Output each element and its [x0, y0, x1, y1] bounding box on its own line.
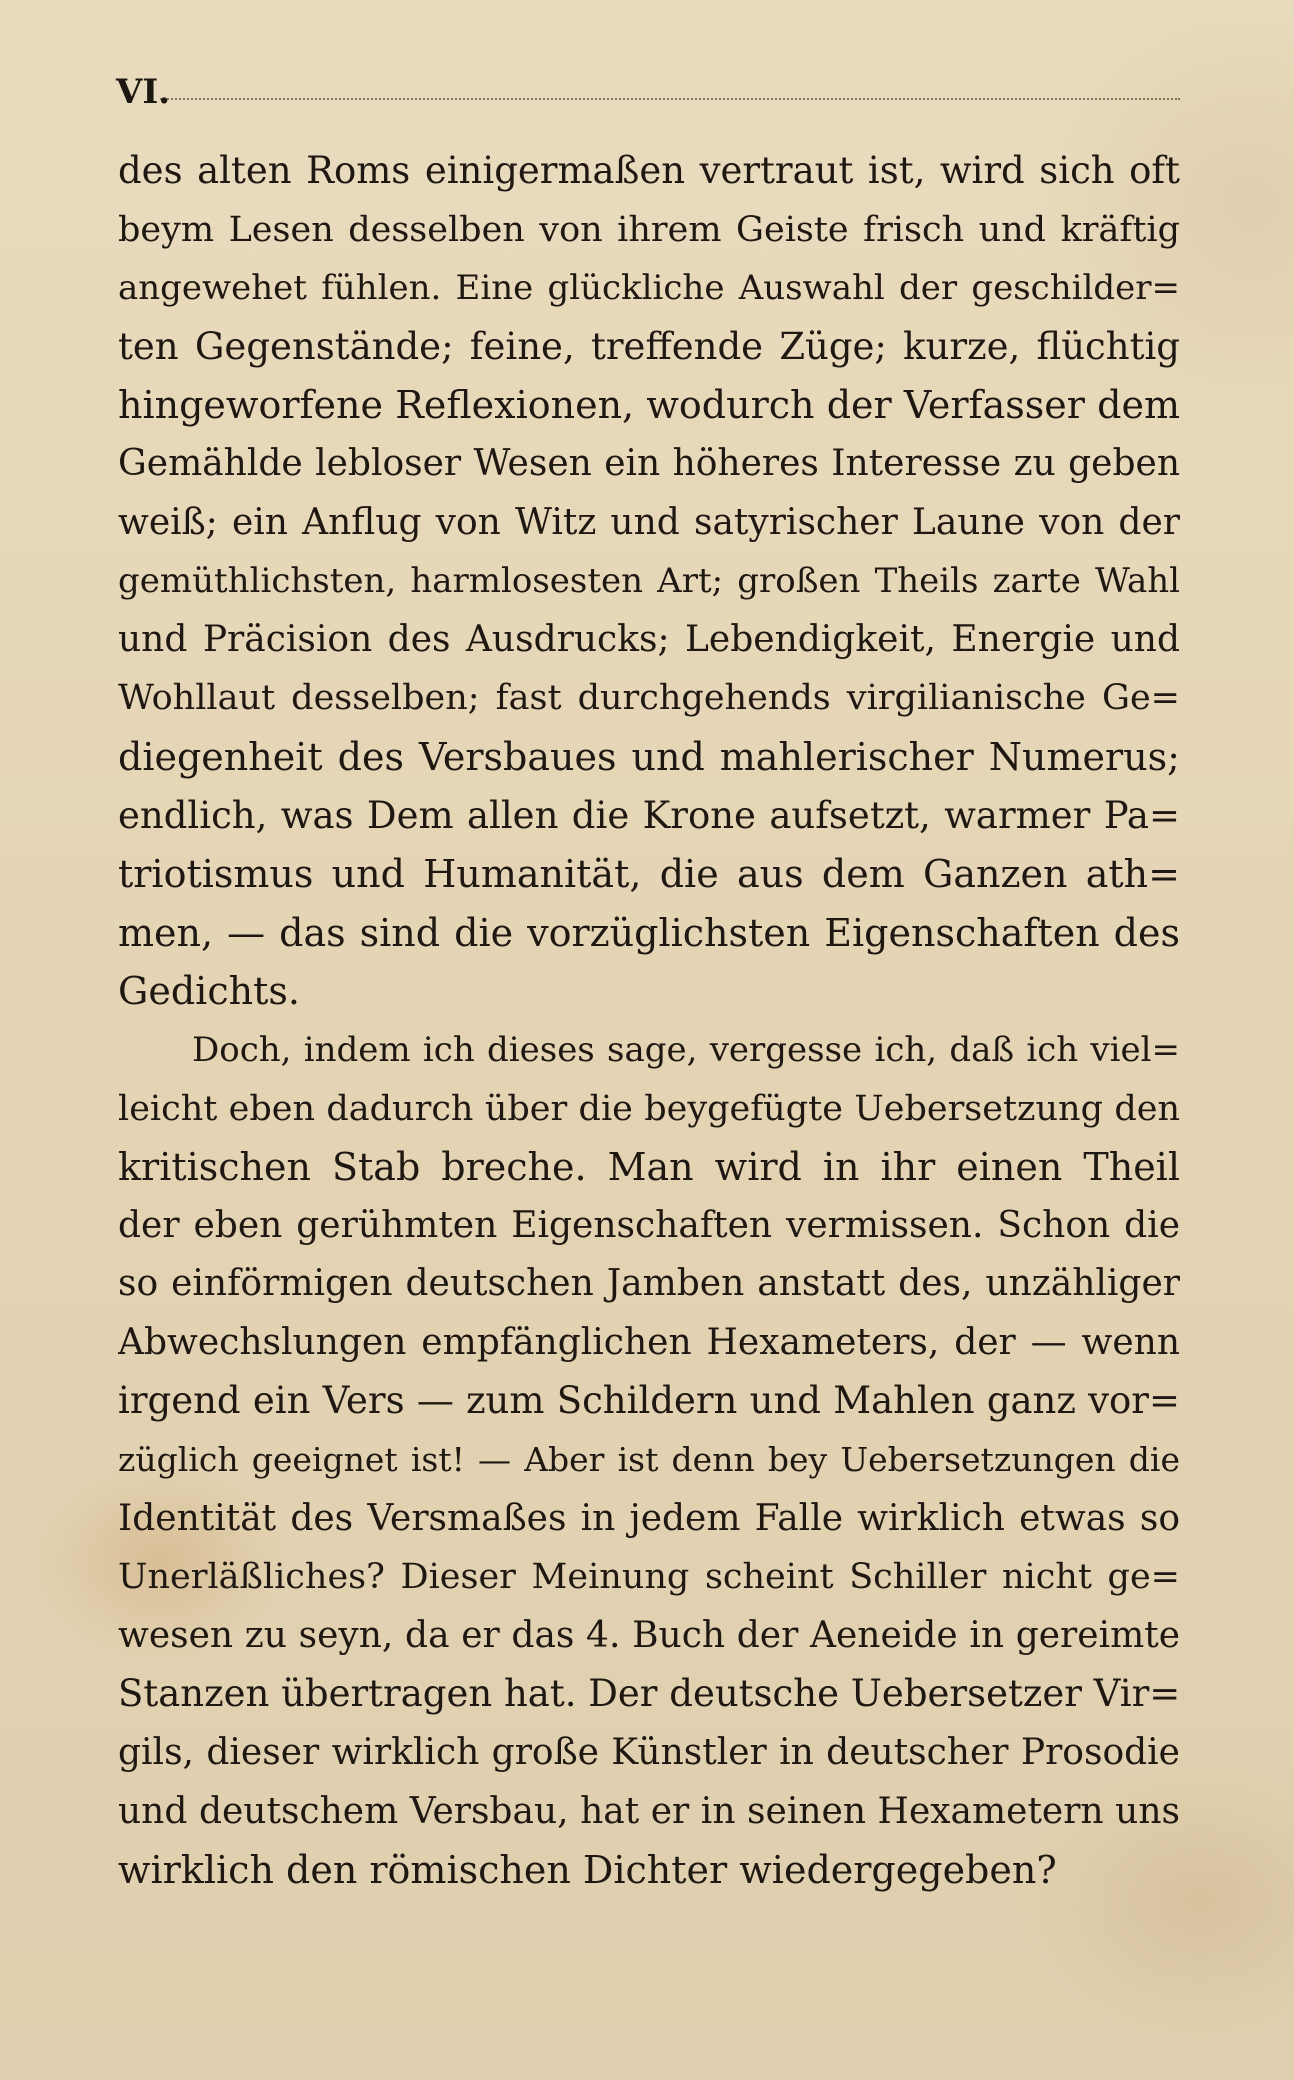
header-rule [160, 98, 1180, 100]
text-line: Unerläßliches? Dieser Meinung scheint Schiller nicht ge= [118, 1557, 1180, 1598]
paragraph-1 [118, 142, 1180, 1021]
paragraph-2 [118, 1021, 1180, 1900]
text-line: triotismus und Humanität, die aus dem Ganzen ath= [118, 852, 1180, 897]
text-line: men, — das sind die vorzüglichsten Eigenschaften des [118, 910, 1180, 955]
text-line: Gedichts. [118, 969, 300, 1014]
text-line: wesen zu seyn, da er das 4. Buch der Aeneide in gereimte [118, 1614, 1180, 1656]
text-line: und Präcision des Ausdrucks; Lebendigkeit, Energie und [118, 618, 1180, 660]
text-line: Wohllaut desselben; fast durchgehends virgilianische Ge= [118, 678, 1180, 719]
page-number: VI. [116, 72, 171, 112]
text-line: wirklich den römischen Dichter wiedergegeben? [118, 1848, 1057, 1893]
text-line: gils, dieser wirklich große Künstler in deutscher Prosodie [118, 1732, 1180, 1774]
text-line: diegenheit des Versbaues und mahlerischer Numerus; [118, 734, 1180, 779]
text-line: irgend ein Vers — zum Schildern und Mahlen ganz vor= [118, 1379, 1180, 1423]
text-line: Abwechslungen empfänglichen Hexameters, der — wenn [118, 1321, 1180, 1363]
text-line: Stanzen übertragen hat. Der deutsche Uebersetzer Vir= [118, 1672, 1180, 1716]
text-line: hingeworfene Reflexionen, wodurch der Verfasser dem [118, 383, 1180, 428]
text-line: und deutschem Versbau, hat er in seinen Hexametern uns [118, 1790, 1180, 1832]
text-line: kritischen Stab breche. Man wird in ihr einen Theil [118, 1145, 1180, 1190]
text-line: züglich geeignet ist! — Aber ist denn bey Uebersetzungen die [118, 1440, 1180, 1480]
text-line: beym Lesen desselben von ihrem Geiste frisch und kräftig [118, 209, 1180, 250]
text-line: ten Gegenstände; feine, treffende Züge; kurze, flüchtig [118, 324, 1180, 368]
text-line: der eben gerühmten Eigenschaften vermissen. Schon die [118, 1204, 1180, 1246]
text-line: gemüthlichsten, harmlosesten Art; großen Theils zarte Wahl [118, 561, 1180, 602]
text-line: Gemählde lebloser Wesen ein höheres Interesse zu geben [118, 442, 1180, 484]
text-line: weiß; ein Anflug von Witz und satyrischer Laune von der [118, 501, 1180, 543]
text-line: Doch, indem ich dieses sage, vergesse ich, daß ich viel= [192, 1029, 1180, 1070]
text-line: endlich, was Dem allen die Krone aufsetzt, warmer Pa= [118, 793, 1180, 837]
text-line: so einförmigen deutschen Jamben anstatt des, unzähliger [118, 1263, 1180, 1305]
text-line: Identität des Versmaßes in jedem Falle wirklich etwas so [118, 1497, 1180, 1539]
text-line: leicht eben dadurch über die beygefügte Uebersetzung den [118, 1088, 1180, 1129]
body-text [118, 142, 1180, 1900]
text-line: des alten Roms einigermaßen vertraut ist, wird sich oft [118, 149, 1180, 192]
text-line: angewehet fühlen. Eine glückliche Auswahl der geschilder= [118, 268, 1180, 309]
